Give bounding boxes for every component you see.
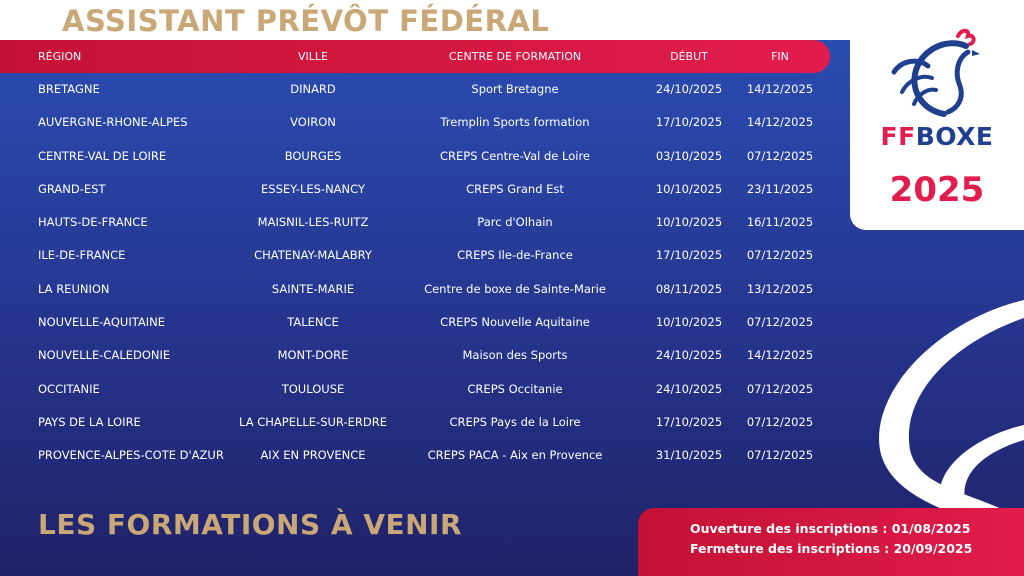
table-row: [0, 106, 840, 139]
cell-region: LA REUNION: [38, 281, 110, 296]
cell-fin: 14/12/2025: [746, 115, 814, 130]
logo-year: 2025: [889, 170, 985, 210]
brand-boxe: BOXE: [915, 122, 994, 151]
cell-ville: AIX EN PROVENCE: [260, 448, 366, 463]
table-row: [0, 439, 840, 472]
cell-centre: CREPS Centre-Val de Loire: [440, 148, 590, 163]
cell-ville: MAISNIL-LES-RUITZ: [257, 215, 369, 230]
cell-fin: 23/11/2025: [746, 181, 814, 196]
cell-region: NOUVELLE-AQUITAINE: [38, 315, 165, 330]
cell-region: PROVENCE-ALPES-COTE D'AZUR: [38, 448, 224, 463]
cell-centre: CREPS Grand Est: [466, 181, 564, 196]
cell-fin: 14/12/2025: [746, 348, 814, 363]
table-row: [0, 173, 840, 206]
registration-dates-box: [638, 508, 1024, 576]
cell-debut: 08/11/2025: [655, 281, 723, 296]
cell-centre: CREPS Ile-de-France: [457, 248, 573, 263]
cell-debut: 24/10/2025: [655, 82, 723, 96]
cell-centre: Sport Bretagne: [471, 82, 559, 96]
cell-debut: 17/10/2025: [655, 115, 723, 130]
header-fin: FIN: [771, 50, 789, 63]
cell-fin: 07/12/2025: [746, 448, 814, 463]
table-row: [0, 73, 840, 106]
table-header: [0, 40, 830, 73]
cell-centre: CREPS PACA - Aix en Provence: [427, 448, 603, 463]
cell-centre: Centre de boxe de Sainte-Marie: [424, 281, 606, 296]
table-row: [0, 406, 840, 439]
ffboxe-logo-card: [850, 0, 1024, 230]
cell-ville: TOULOUSE: [281, 381, 345, 396]
cell-fin: 13/12/2025: [746, 281, 814, 296]
cell-debut: 10/10/2025: [655, 181, 723, 196]
cell-centre: Tremplin Sports formation: [440, 115, 590, 130]
cell-ville: DINARD: [290, 82, 336, 96]
cell-debut: 17/10/2025: [655, 248, 723, 263]
cell-region: AUVERGNE-RHONE-ALPES: [38, 115, 188, 130]
registration-opening: Ouverture des inscriptions : 01/08/2025: [690, 521, 971, 536]
cell-ville: SAINTE-MARIE: [271, 281, 355, 296]
cell-ville: CHATENAY-MALABRY: [254, 248, 372, 263]
header-region: RÉGION: [38, 50, 82, 63]
cell-region: PAYS DE LA LOIRE: [38, 414, 141, 429]
table-row: [0, 206, 840, 239]
cell-fin: 16/11/2025: [746, 215, 814, 230]
cell-ville: TALENCE: [287, 315, 339, 330]
table-row: [0, 339, 840, 372]
cell-debut: 24/10/2025: [655, 348, 723, 363]
cell-debut: 24/10/2025: [655, 381, 723, 396]
cell-ville: LA CHAPELLE-SUR-ERDRE: [239, 414, 387, 429]
cell-fin: 14/12/2025: [746, 82, 814, 96]
table-row: [0, 306, 840, 339]
cell-fin: 07/12/2025: [746, 148, 814, 163]
cell-fin: 07/12/2025: [746, 414, 814, 429]
table-row: [0, 239, 840, 272]
cell-fin: 07/12/2025: [746, 315, 814, 330]
header-centre: CENTRE DE FORMATION: [448, 50, 582, 63]
cell-region: GRAND-EST: [38, 181, 106, 196]
cell-ville: VOIRON: [290, 115, 336, 130]
page-title: ASSISTANT PRÉVÔT FÉDÉRAL: [62, 4, 550, 38]
cell-debut: 10/10/2025: [655, 215, 723, 230]
cell-centre: Maison des Sports: [462, 348, 568, 363]
rooster-icon: [888, 28, 988, 118]
cell-region: CENTRE-VAL DE LOIRE: [38, 148, 167, 163]
cell-centre: CREPS Pays de la Loire: [449, 414, 581, 429]
header-debut: DÉBUT: [670, 50, 708, 63]
subtitle: LES FORMATIONS À VENIR: [38, 508, 463, 541]
cell-debut: 10/10/2025: [655, 315, 723, 330]
cell-region: HAUTS-DE-FRANCE: [38, 215, 148, 230]
cell-ville: MONT-DORE: [277, 348, 349, 363]
table-row: [0, 140, 840, 173]
table-row: [0, 273, 840, 306]
table-body: [0, 73, 840, 473]
cell-debut: 17/10/2025: [655, 414, 723, 429]
cell-region: OCCITANIE: [38, 381, 100, 396]
cell-centre: Parc d'Olhain: [477, 215, 553, 230]
header-ville: VILLE: [298, 50, 328, 63]
cell-centre: CREPS Occitanie: [467, 381, 563, 396]
registration-closing: Fermeture des inscriptions : 20/09/2025: [690, 541, 973, 556]
cell-ville: BOURGES: [284, 148, 342, 163]
cell-fin: 07/12/2025: [746, 248, 814, 263]
cell-ville: ESSEY-LES-NANCY: [261, 181, 365, 196]
cell-region: ILE-DE-FRANCE: [38, 248, 126, 263]
cell-region: BRETAGNE: [38, 82, 100, 96]
ffboxe-wordmark: [850, 122, 1024, 151]
cell-debut: 03/10/2025: [655, 148, 723, 163]
cell-region: NOUVELLE-CALEDONIE: [38, 348, 171, 363]
cell-centre: CREPS Nouvelle Aquitaine: [440, 315, 590, 330]
cell-debut: 31/10/2025: [655, 448, 723, 463]
table-row: [0, 373, 840, 406]
brand-ff: FF: [880, 122, 916, 151]
cell-fin: 07/12/2025: [746, 381, 814, 396]
